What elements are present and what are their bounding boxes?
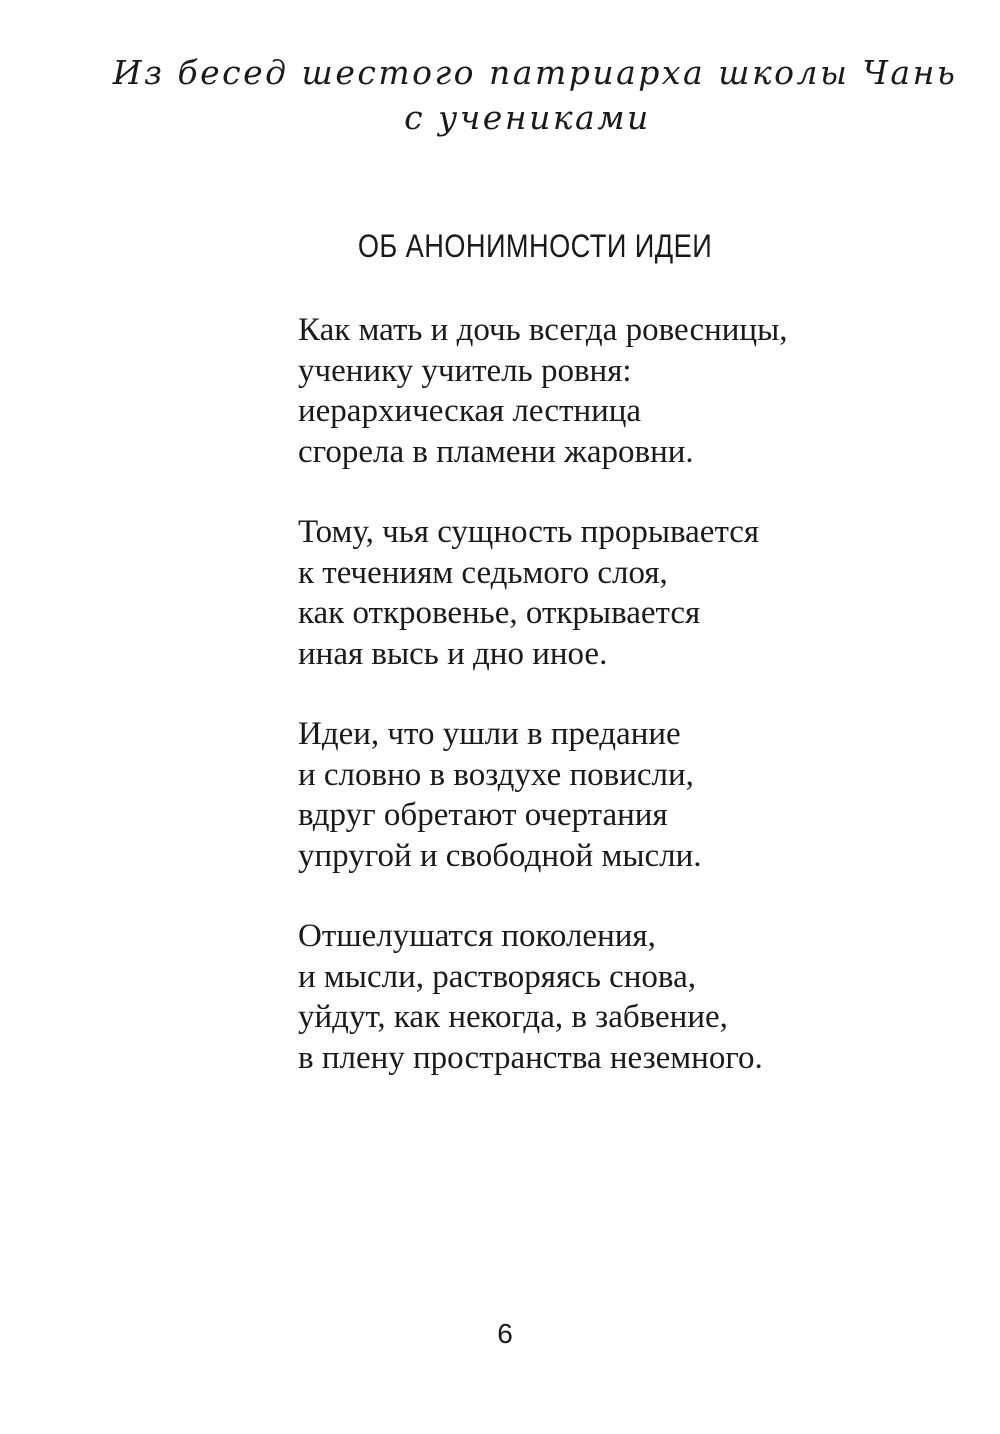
verse-line: вдруг обретают очертания xyxy=(298,797,668,833)
verse-line: и мысли, растворяясь снова, xyxy=(298,958,696,995)
verse-line: уйдут, как некогда, в забвение, xyxy=(298,999,728,1035)
header-line-2: с учениками xyxy=(404,98,651,137)
poem-body xyxy=(298,310,978,1118)
stanza-1 xyxy=(298,310,978,472)
stanza-2 xyxy=(298,512,978,674)
verse-line: иная высь и дно иное. xyxy=(298,635,608,672)
stanza-3 xyxy=(298,714,978,876)
verse-line: Отшелушатся поколения, xyxy=(298,918,656,954)
poem-title: ОБ АНОНИМНОСТИ ИДЕИ xyxy=(357,228,713,264)
page-number: 6 xyxy=(497,1318,513,1349)
verse-line: в плену пространства неземного. xyxy=(298,1039,763,1076)
verse-line: упругой и свободной мысли. xyxy=(298,837,702,874)
verse-line: Идеи, что ушли в предание xyxy=(298,716,681,752)
verse-line: и словно в воздухе повисли, xyxy=(298,756,694,793)
verse-line: как откровенье, открывается xyxy=(298,595,701,631)
verse-line: Как мать и дочь всегда ровесницы, xyxy=(298,312,788,348)
verse-line: сгорела в пламени жаровни. xyxy=(298,433,694,470)
stanza-4 xyxy=(298,916,978,1078)
verse-line: к течениям седьмого слоя, xyxy=(298,554,668,591)
header-line-1: Из бесед шестого патриарха школы Чань xyxy=(112,53,958,92)
verse-line: иерархическая лестница xyxy=(298,393,642,429)
verse-line: Тому, чья сущность прорывается xyxy=(298,514,760,550)
verse-line: ученику учитель ровня: xyxy=(298,352,632,389)
running-header xyxy=(0,50,1000,140)
